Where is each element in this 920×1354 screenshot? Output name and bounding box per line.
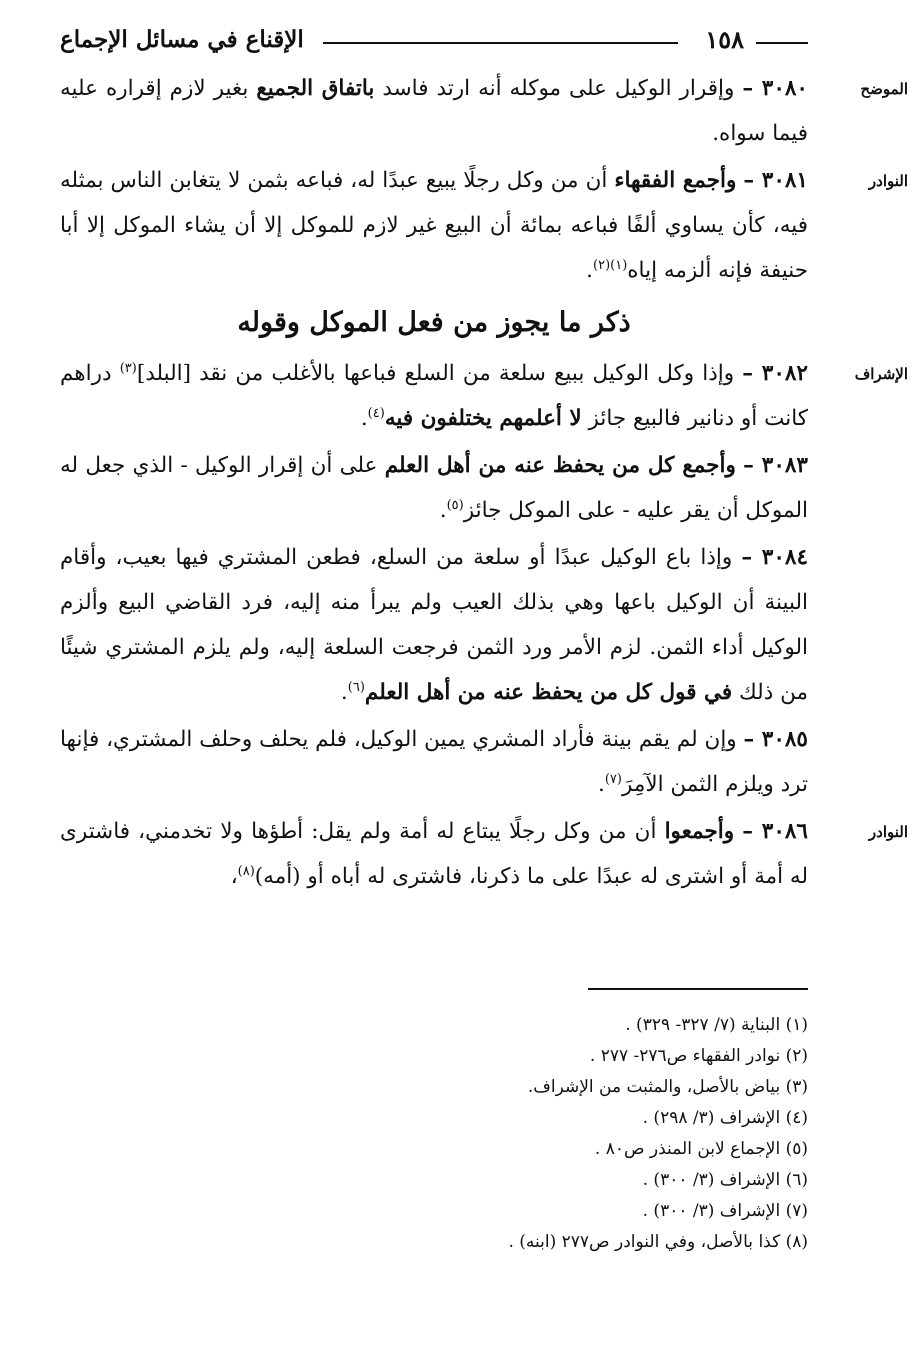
- footnote-ref: (٤): [367, 405, 385, 421]
- footnote-item: (٥) الإجماع لابن المنذر ص٨٠ .: [594, 1139, 808, 1159]
- entry-text: وإذا وكل الوكيل ببيع سلعة من السلع فباعها بالأغلب من نقد [البلد]: [136, 361, 735, 386]
- section-heading: ذكر ما يجوز من فعل الموكل وقوله: [237, 307, 631, 338]
- entry-3086: النوادر ٣٠٨٦ – وأجمعوا أن من وكل رجلًا يبتاع له أمة ولم يقل: أطؤها ولا تخدمني، فاشترى له أمة أو اشترى له عبدًا على ما ذكرنا، فاشترى له أباه أو (أمه)$^{(٨)}$،: [60, 819, 908, 889]
- entry-number: ٣٠٨٦ –: [742, 819, 808, 844]
- footnote-item: (١) البناية (٧/ ٣٢٧- ٣٢٩) .: [625, 1015, 808, 1035]
- footnote-ref: (٦): [347, 679, 365, 695]
- entry-3083: ٣٠٨٣ – وأجمع كل من يحفظ عنه من أهل العلم على أن إقرار الوكيل - الذي جعل له الموكل أن يقر عليه - على الموكل جائز$^{(٥)}$.: [60, 453, 808, 523]
- footnotes-list: [108, 1010, 808, 1258]
- footnote-item: (٨) كذا بالأصل، وفي النوادر ص٢٧٧ (ابنه) .: [508, 1232, 808, 1252]
- entry-3081: النوادر ٣٠٨١ – وأجمع الفقهاء أن من وكل رجلًا يبيع عبدًا له، فباعه بثمن لا يتغابن الناس بمثله فيه، كأن يساوي ألفًا فباعه بمائة أن البيع غير لازم للموكل إلا أن يشاء الموكل إلا أبا حنيفة فإنه ألزمه إياه$^{(١)(٢)}$.: [60, 168, 908, 283]
- entry-3085: ٣٠٨٥ – وإن لم يقم بينة فأراد المشري يمين الوكيل، فلم يحلف وحلف المشتري، فإنها ترد ويلزم الثمن الآمِرَ$^{(٧)}$.: [60, 727, 808, 797]
- entry-text: على أن إقرار الوكيل - الذي جعل له الموكل أن يقر عليه - على الموكل جائز: [60, 453, 808, 523]
- entry-bold-text: وأجمع الفقهاء: [614, 168, 737, 193]
- footnote-item: (٣) بياض بالأصل، والمثبت من الإشراف.: [527, 1077, 808, 1097]
- entry-text-continued: بغير لازم إقراره عليه فيما سواه.: [60, 76, 808, 146]
- page-number: ١٥٨: [705, 25, 744, 54]
- page-header: [60, 22, 808, 58]
- entry-bold-text: باتفاق الجميع: [256, 76, 375, 101]
- header-rule-right: [756, 42, 808, 44]
- footnote-ref: (٥): [446, 497, 464, 513]
- source-label: الموضح: [860, 80, 908, 98]
- footnote-ref: (٨): [237, 863, 255, 879]
- entry-number: ٣٠٨٥ –: [743, 727, 808, 752]
- entry-bold-text: وأجمع كل من يحفظ عنه من أهل العلم: [384, 453, 736, 478]
- main-text: [60, 66, 908, 901]
- footnote-ref: (٧): [604, 771, 622, 787]
- source-label: النوادر: [868, 823, 908, 841]
- entry-number: ٣٠٨٣ –: [743, 453, 808, 478]
- entry-3082: الإشراف ٣٠٨٢ – وإذا وكل الوكيل ببيع سلعة من السلع فباعها بالأغلب من نقد [البلد]$^{(٣)}$ دراهم كانت أو دنانير فالبيع جائز لا أعلمهم يختلفون فيه$^{(٤)}$.: [60, 360, 908, 431]
- entry-bold-text: وأجمعوا: [664, 819, 735, 844]
- entry-number: ٣٠٨١ –: [743, 168, 808, 193]
- footnote-item: (٤) الإشراف (٣/ ٢٩٨) .: [642, 1108, 808, 1128]
- entry-3084: ٣٠٨٤ – وإذا باع الوكيل عبدًا أو سلعة من السلع، فطعن المشتري فيها بعيب، وأقام البينة أن الوكيل باعها وهي بذلك العيب ولم يبرأ منه إليه، فرد القاضي البيع وألزم الوكيل أداء الثمن. لزم الأمر ورد الثمن فرجعت السلعة إليه، ولم يلزم المشتري شيئًا من ذلك في قول كل من يحفظ عنه من أهل العلم$^{(٦)}$.: [60, 545, 808, 705]
- entry-number: ٣٠٨٤ –: [741, 545, 808, 570]
- book-title: الإقناع في مسائل الإجماع: [60, 26, 304, 53]
- footnote-item: (٧) الإشراف (٣/ ٣٠٠) .: [642, 1201, 808, 1221]
- footnote-separator: [588, 988, 808, 990]
- footnote-ref: (٣): [119, 360, 137, 376]
- entry-text-continued: دراهم كانت أو دنانير فالبيع جائز: [60, 361, 808, 431]
- entry-text: وإن لم يقم بينة فأراد المشري يمين الوكيل، فلم يحلف وحلف المشتري، فإنها ترد ويلزم الثمن الآمِرَ: [60, 727, 808, 797]
- footnote-item: (٦) الإشراف (٣/ ٣٠٠) .: [642, 1170, 808, 1190]
- footnote-item: (٢) نوادر الفقهاء ص٢٧٦- ٢٧٧ .: [589, 1046, 808, 1066]
- entry-bold-text: في قول كل من يحفظ عنه من أهل العلم: [364, 680, 733, 705]
- entry-number: ٣٠٨٠ –: [742, 76, 808, 101]
- entry-text: أن من وكل رجلًا يبيع عبدًا له، فباعه بثمن لا يتغابن الناس بمثله فيه، كأن يساوي ألفًا فباعه بمائة أن البيع غير لازم للموكل إلا أن يشاء الموكل إلا أبا حنيفة فإنه ألزمه إياه: [60, 168, 808, 283]
- source-label: النوادر: [868, 172, 908, 190]
- source-label: الإشراف: [854, 365, 908, 383]
- entry-text: أن من وكل رجلًا يبتاع له أمة ولم يقل: أطؤها ولا تخدمني، فاشترى له أمة أو اشترى له عبدًا على ما ذكرنا، فاشترى له أباه أو (أمه): [60, 819, 808, 889]
- header-rule-middle: [323, 42, 678, 44]
- entry-number: ٣٠٨٢ –: [742, 361, 808, 386]
- entry-text: وإذا باع الوكيل عبدًا أو سلعة من السلع، فطعن المشتري فيها بعيب، وأقام البينة أن الوكيل باعها وهي بذلك العيب ولم يبرأ منه إليه، فرد القاضي البيع وألزم الوكيل أداء الثمن. لزم الأمر ورد الثمن فرجعت السلعة إليه، ولم يلزم المشتري شيئًا من ذلك: [60, 545, 808, 705]
- entry-text: وإقرار الوكيل على موكله أنه ارتد فاسد: [382, 76, 735, 101]
- entry-bold-text: لا أعلمهم يختلفون فيه: [384, 406, 582, 431]
- footnote-ref: (١)(٢): [593, 257, 628, 273]
- entry-3080: [60, 66, 908, 156]
